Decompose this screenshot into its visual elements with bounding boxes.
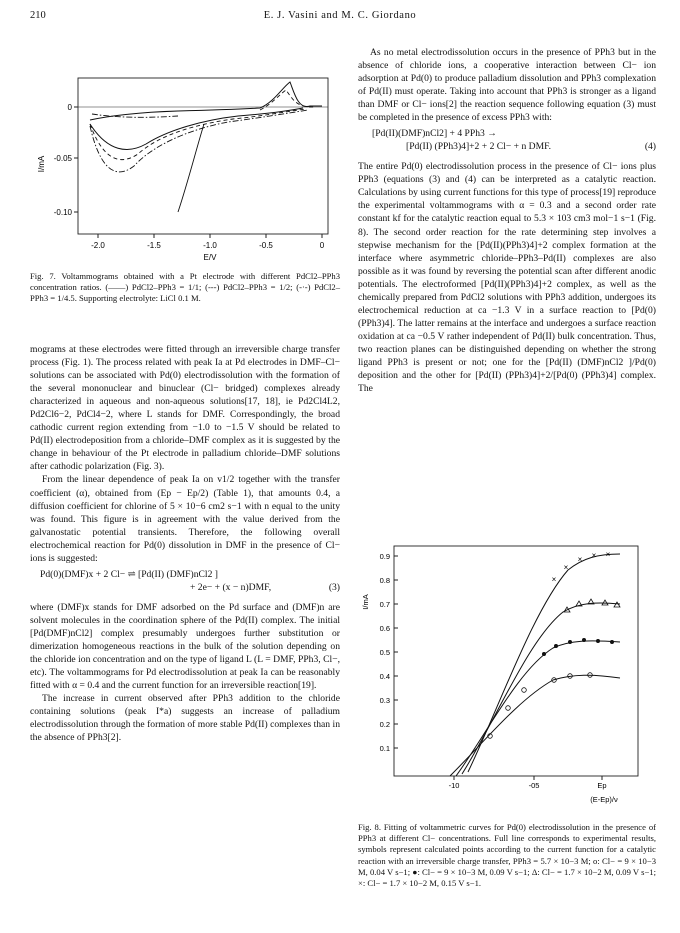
figure-7-voltammogram [28, 62, 338, 267]
right-paragraph: As no metal electrodissolution occurs in the presence of PPh3 but in the absence of chloride ions, a cooperative interaction between Cl− ion adsorption at Pd(0) to produce palladium dissolution and PPh3 complexation of Pd(II) must operate. Taking into account that PPh3 is stronger as a ligand than DMF or Cl− ions[2] the reaction sequence following equation (3) must be completed in the presence of excess PPh3 with: [358, 47, 656, 124]
fig7-y-tick-label: -0.05 [53, 154, 72, 163]
left-paragraph: mograms at these electrodes were fitted through an irreversible charge transfer process (Fig. 1). The process related with peak Ia at Pd electrodes in DMF–Cl− solutions can be associated with Pd(0) electrodissolution with the formation of the several mononuclear and binuclear (Cl− bridged) complexes already characterized in aqueous and non-aqueous solutions[17, 18], ie Pd2Cl4L2, Pd2Cl6−2, PdCl4−2, where L stands for DMF. Correspondingly, the broad cathodic current region extending from −1.0 to −1.5 V should be related to Pd(II) electrodeposition from a chloride–DMF complex as it is suggested by the change in behaviour of the Pt electrode in palladium chloride–DMF solutions after cathodic polarization (Fig. 3). [30, 344, 340, 473]
equation-4-line2: [Pd(II) (PPh3)4]+2 + 2 Cl− + n DMF. [406, 141, 552, 153]
equation-4 [358, 127, 656, 157]
fig8-x-tick-label: Ep [597, 781, 607, 790]
left-text-column [30, 343, 340, 744]
equation-4-line1: [Pd(II)(DMF)nCl2] + 4 PPh3 → [372, 128, 497, 140]
fig8-curve-circle [450, 675, 620, 776]
equation-3 [30, 568, 340, 598]
fig7-x-tick-label: 0 [319, 241, 325, 250]
equation-4-number: (4) [644, 141, 656, 153]
svg-text:×: × [551, 575, 557, 584]
page-number: 210 [30, 10, 46, 21]
fig8-x-tick-label: -05 [528, 781, 540, 790]
fig8-curve-x [468, 554, 620, 772]
fig8-y-tick-label: 0.9 [379, 552, 390, 561]
left-paragraph: where (DMF)x stands for DMF adsorbed on the Pd surface and (DMF)n are solvent molecules in the coordination sphere of the Pd(II) complex. The initial [Pd(DMF)nCl2] complex presumably undergoes further substitution or dimerization homogeneous reactions in the bulk of the solution depending on the chloride ion concentration and on the type of ligand L (L = DMF, PPh3, Cl−, etc). The voltammograms for Pd electrodissolution at peak Ia can be reasonably fitted with α = 0.4 and the current function for an irreversible reaction[19]. [30, 601, 340, 692]
fig8-y-tick-label: 0.4 [379, 672, 390, 681]
equation-3-line1: Pd(0)(DMF)x + 2 Cl− ⇌ [Pd(II) (DMF)nCl2 ] [40, 568, 218, 580]
figure-8-caption: Fig. 8. Fitting of voltammetric curves for Pd(0) electrodissolution in the presence of PPh3 at different Cl− concentrations. Full line corresponds to experimental results, symbols represent calculated points according to the current function for a catalytic reaction with an irreversible charge transfer, PPh3 = 5.7 × 10−3 M; o: Cl− = 9 × 10−3 M, 0.04 V s−1; ●: Cl− = 9 × 10−3 M, 0.09 V s−1; Δ: Cl− = 1.7 × 10−2 M, 0.09 V s−1; ×: Cl− = 1.7 × 10−2 M, 0.15 V s−1. [358, 822, 656, 889]
fig7-x-tick-label: -2.0 [91, 241, 105, 250]
svg-text:×: × [563, 563, 569, 572]
fig8-x-tick-label: -10 [448, 781, 460, 790]
fig7-steep-branch [178, 124, 204, 212]
fig7-x-tick-label: -1.5 [147, 241, 161, 250]
fig8-markers-circle [488, 673, 593, 739]
fig7-x-axis-label: E/V [203, 253, 217, 262]
running-header [30, 10, 650, 28]
fig8-y-tick-label: 0.1 [379, 744, 390, 753]
figure-8-fitting [358, 540, 658, 815]
fig8-curve-dot [456, 641, 620, 776]
svg-text:×: × [605, 550, 611, 559]
fig8-y-axis-label: I/mA [361, 594, 370, 610]
fig8-y-tick-label: 0.2 [379, 720, 390, 729]
fig8-y-ticks [394, 556, 398, 748]
svg-text:×: × [591, 551, 597, 560]
left-paragraph: From the linear dependence of peak Ia on v1/2 together with the transfer coefficient (α), obtained from (Ep − Ep/2) (Table 1), that amounts 0.4, a diffusion coefficient for chlorine of 5 × 10−6 cm2 s−1 with n equal to the unity was found. This figure is in agreement with the value derived from the galvanostatic potential transients. Therefore, the following overall electrochemical reaction for Pd(0) dissolution in DMF in the presence of Cl− ions is suggested: [30, 474, 340, 564]
fig8-y-tick-label: 0.5 [379, 648, 390, 657]
fig7-y-tick-label: 0 [67, 103, 72, 112]
left-paragraph: The increase in current observed after PPh3 addition to the chloride containing solutions (peak I*a) suggests an increase of palladium electrodissolution through the formation of more stable Pd(II) complexes than in the absence of PPh3[2]. [30, 693, 340, 744]
fig8-x-axis-label: (E-Ep)/ν [590, 795, 618, 804]
fig8-curve-triangle [462, 603, 620, 774]
fig7-plot-frame [78, 78, 328, 234]
fig8-y-tick-label: 0.6 [379, 624, 390, 633]
right-paragraph: The entire Pd(0) electrodissolution process in the presence of Cl− ions plus PPh3 (equations (3) and (4) can be interpreted as a catalytic reaction. Calculations by using current functions for this type of process[19] reproduce the experimental voltammograms with α = 0.3 and a second order rate constant kf for the catalytic reaction equal to 5.3 × 103 cm3 mol−1 s−1 (Fig. 8). The second order reaction for the rate determining step involves a stepwise mechanism for the [Pd(II)(PPh3)4]+2 complex formation at the interface where asymmetric chloride–PPh3–Pd(II) complexes are also possible as it was found by reversing the potential scan after different anodic potentials. The electroformed [Pd(II)(PPh3)4]+2 complex, as well as the chemically prepared from PdCl2 solutions with PPh3 addition, undergoes its electrochemical reduction at ca −1.3 V in a surface reaction to [Pd(0) (PPh3)4]. The latter remains at the interface and undergoes a surface reaction oxidation at ca −0.5 V rather independent of Pd(II) bulk concentration. Thus, two reaction planes can be distinguished depending on whether the strong ligand PPh3 is present or not; one for the [Pd(II) (DMF)nCl2 ]/Pd(0) deposition and the other for [Pd(II) (PPh3)4]+2/[Pd(0) (PPh3)4] complex. The [358, 161, 656, 395]
right-text-column [358, 46, 656, 395]
equation-3-number: (3) [328, 581, 340, 593]
fig8-y-tick-label: 0.3 [379, 696, 390, 705]
running-header-authors: E. J. Vasini and M. C. Giordano [263, 10, 417, 21]
fig8-y-tick-label: 0.8 [379, 576, 390, 585]
fig7-y-axis-label: I/mA [37, 155, 46, 173]
fig7-y-tick-label: -0.10 [53, 208, 72, 217]
fig8-plot-frame [394, 546, 638, 776]
svg-text:×: × [577, 555, 583, 564]
fig8-y-tick-label: 0.7 [379, 600, 390, 609]
fig7-x-tick-label: -1.0 [203, 241, 217, 250]
fig7-x-tick-label: -0.5 [259, 241, 273, 250]
fig8-markers-triangle [564, 599, 620, 612]
equation-3-line2: + 2e− + (x − n)DMF, [190, 581, 272, 593]
figure-7-caption: Fig. 7. Voltammograms obtained with a Pt electrode with different PdCl2–PPh3 concentration ratios. (——) PdCl2–PPh3 = 1/1; (---) PdCl2–PPh3 = 1/2; (-·-) PdCl2–PPh3 = 1/4.5. Supporting electrolyte: LiCl 0.1 M. [30, 271, 340, 304]
